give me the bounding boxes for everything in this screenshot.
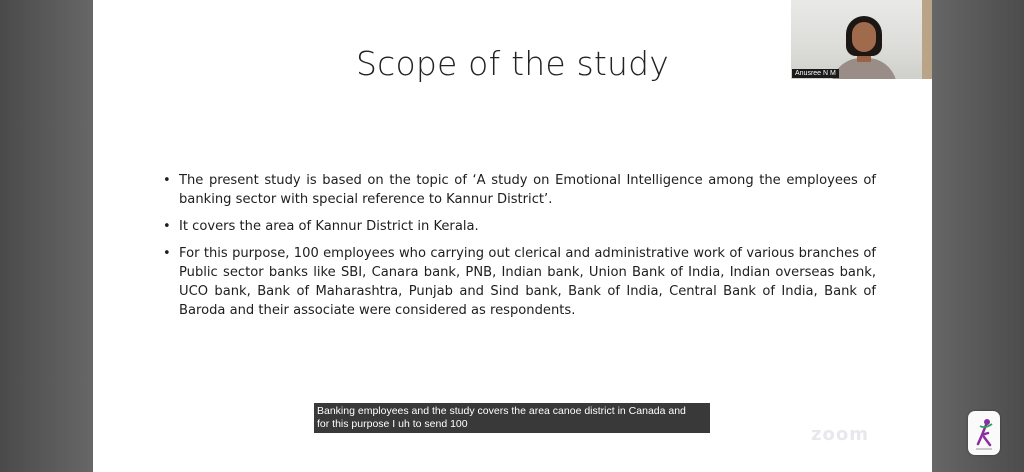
live-caption-box xyxy=(314,403,710,433)
caption-line-1: Banking employees and the study covers the area canoe district in Canada and xyxy=(317,405,686,417)
participant-face xyxy=(852,22,876,52)
bullet-text: It covers the area of Kannur District in Kerala. xyxy=(179,219,479,234)
bullet-list xyxy=(161,171,876,328)
bullet-item xyxy=(161,217,876,236)
left-letterbox xyxy=(0,0,93,472)
bullet-item xyxy=(161,244,876,320)
bullet-dot-icon: • xyxy=(163,173,171,188)
bullet-text: For this purpose, 100 employees who carrying out clerical and administrative work of various branches of Public sector banks like SBI, Canara bank, PNB, Indian bank, Union Bank of India, Indian overseas bank, UCO bank, Bank of Maharashtra, Punjab and Sind bank, Bank of India, Central Bank of India, Bank of Baroda and their associate were considered as respondents. xyxy=(179,246,876,318)
dancer-logo-icon[interactable] xyxy=(968,411,1000,455)
zoom-watermark: zoom xyxy=(811,424,869,445)
bullet-dot-icon: • xyxy=(163,246,171,261)
participant-video-thumbnail[interactable] xyxy=(791,0,932,79)
bullet-dot-icon: • xyxy=(163,219,171,234)
caption-line-2: for this purpose I uh to send 100 xyxy=(317,418,468,430)
background-door xyxy=(922,0,932,79)
slide-title: Scope of the study xyxy=(355,44,670,83)
participant-name-label: Anusree N M xyxy=(792,69,839,78)
right-letterbox xyxy=(932,0,1024,472)
dancer-logo-icon-graphic xyxy=(968,411,1000,455)
bullet-text: The present study is based on the topic of ‘A study on Emotional Intelligence among the employees of banking sector with special reference to Kannur District’. xyxy=(179,173,876,207)
bullet-item xyxy=(161,171,876,209)
